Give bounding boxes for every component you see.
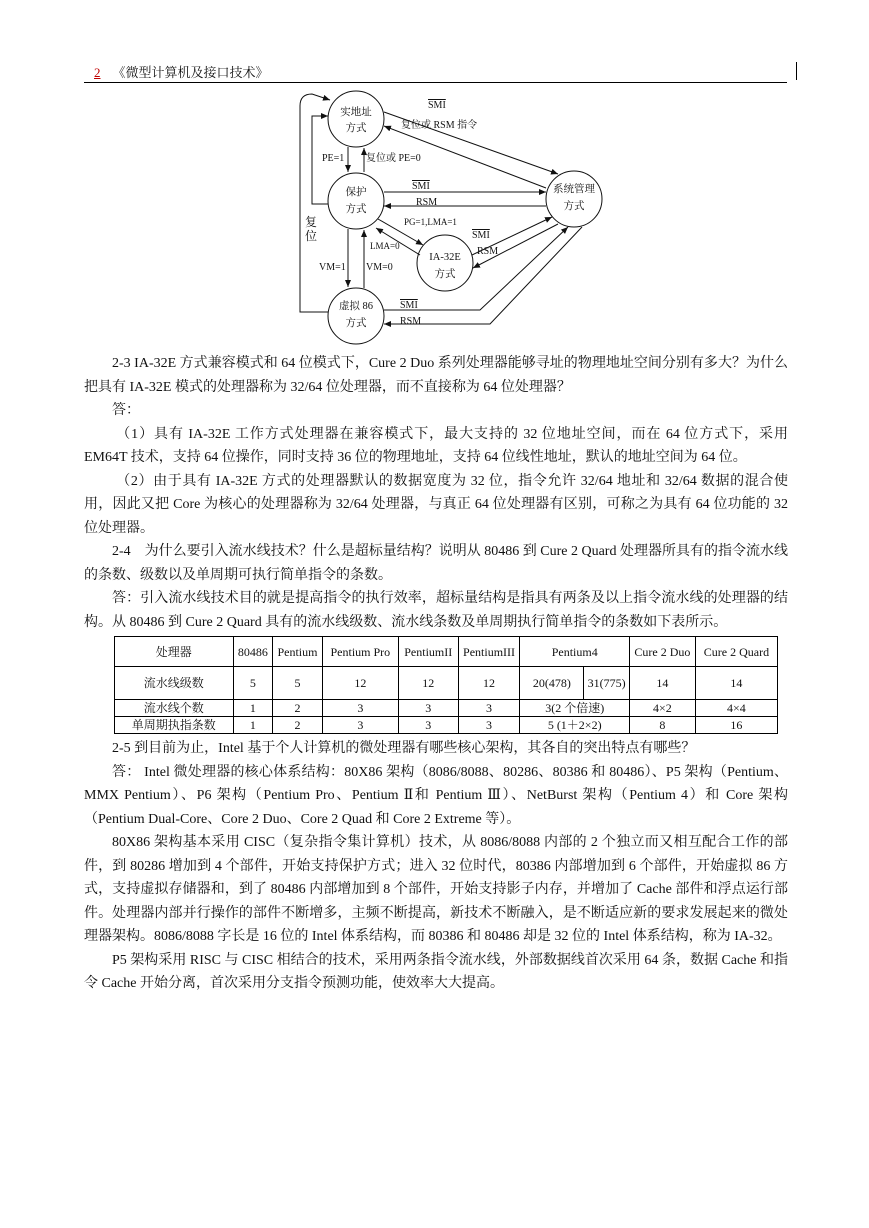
state-real-circle — [328, 91, 384, 147]
label-reset-v2: 位 — [305, 229, 318, 243]
state-real-line1: 实地址 — [340, 107, 372, 118]
label-smi-real: SMI — [428, 100, 446, 111]
table-cell: 5 (1＋2×2) — [520, 717, 629, 734]
state-smm-line2: 方式 — [563, 201, 585, 212]
table-header-cell: Pentium4 — [520, 637, 629, 667]
table-cell: 3 — [322, 700, 398, 717]
state-smm-circle — [546, 171, 602, 227]
state-v86-circle — [328, 288, 384, 344]
table-row-label: 流水线级数 — [115, 667, 234, 700]
table-header-cell: Cure 2 Duo — [629, 637, 695, 667]
table-row — [115, 717, 778, 734]
label-smi-v86: SMI — [400, 300, 418, 311]
answer-2-5: 答： Intel 微处理器的核心体系结构：80X86 架构（8086/8088、80286、80386 和 80486）、P5 架构（Pentium、MMX Pentium）、P6 架构（Pentium Pro、Pentium Ⅱ和 Pentium Ⅲ）、NetBurst 架构（Pentium 4）和 Core 架构（Pentium Dual-Core、Core 2 Duo、Core 2 Quad 和 Core 2 Extreme 等）。 — [84, 764, 788, 827]
table-header-cell: 80486 — [233, 637, 273, 667]
paragraph-p5: P5 架构采用 RISC 与 CISC 相结合的技术，采用两条指令流水线，外部数据线首次采用 64 条，数据 Cache 和指令 Cache 开始分离，首次采用分支指令预测功能，使效率大大提高。 — [84, 952, 788, 991]
label-vm0: VM=0 — [366, 262, 393, 273]
table-header-row — [115, 637, 778, 667]
label-reset-or-pe0: 复位或 PE=0 — [366, 153, 421, 164]
label-rsm-v86: RSM — [400, 316, 422, 327]
answer-2-3-part-2: （2）由于具有 IA-32E 方式的处理器默认的数据宽度为 32 位，指令允许 32/64 地址和 32/64 数据的混合使用，因此又把 Core 为核心的处理器称为 32/64 处理器，与真正 64 位处理器有区别，可称之为具有 64 位功能的 32 位处理器。 — [84, 473, 788, 536]
table-header-cell: Cure 2 Quard — [695, 637, 777, 667]
table-header-cell: PentiumII — [398, 637, 458, 667]
table-cell: 12 — [458, 667, 520, 700]
table-cell: 20(478) — [520, 667, 584, 700]
state-protected-line1: 保护 — [345, 187, 367, 198]
page-header — [84, 62, 787, 80]
label-reset-or-rsm: 复位或 RSM 指令 — [401, 120, 478, 131]
table-cell: 3 — [458, 717, 520, 734]
label-reset-v1: 复 — [305, 215, 318, 229]
table-row-label: 单周期执指条数 — [115, 717, 234, 734]
table-cell: 3 — [398, 700, 458, 717]
state-ia32e-circle — [417, 235, 473, 291]
table-cell: 2 — [273, 717, 323, 734]
label-lma0: LMA=0 — [370, 241, 400, 251]
question-2-3: 2-3 IA-32E 方式兼容模式和 64 位模式下，Cure 2 Duo 系列处理器能够寻址的物理地址空间分别有多大？为什么把具有 IA-32E 模式的处理器称为 32/64 位处理器，而不直接称为 64 位处理器？ — [84, 356, 788, 395]
table-header-cell: Pentium — [273, 637, 323, 667]
table-row — [115, 700, 778, 717]
header-rule — [84, 82, 787, 83]
book-title: 《微型计算机及接口技术》 — [112, 65, 269, 80]
question-2-5: 2-5 到目前为止，Intel 基于个人计算机的微处理器有哪些核心架构，其各自的突出特点有哪些？ — [112, 741, 696, 756]
label-rsm-protected: RSM — [416, 197, 438, 208]
state-v86-line2: 方式 — [345, 318, 367, 329]
state-protected-line2: 方式 — [345, 204, 367, 215]
table-cell: 14 — [695, 667, 777, 700]
pipeline-table — [114, 636, 778, 734]
table-cell: 3 — [322, 717, 398, 734]
header-vertical-bar — [796, 62, 797, 80]
answer-label-2-3: 答： — [112, 403, 140, 418]
label-smi-protected: SMI — [412, 181, 430, 192]
label-pe1: PE=1 — [322, 153, 345, 164]
state-smm-line1: 系统管理 — [553, 184, 595, 195]
label-pg-lma: PG=1,LMA=1 — [404, 217, 457, 227]
table-header-cell: PentiumIII — [458, 637, 520, 667]
table-cell: 1 — [233, 717, 273, 734]
table-cell: 1 — [233, 700, 273, 717]
answer-2-3-part-1: （1）具有 IA-32E 工作方式处理器在兼容模式下，最大支持的 32 位地址空间，而在 64 位方式下，采用 EM64T 技术，支持 64 位操作，同时支持 36 位的物理地址，支持 64 位线性地址，默认的地址空间为 64 位。 — [84, 426, 788, 465]
table-cell: 2 — [273, 700, 323, 717]
table-cell: 8 — [629, 717, 695, 734]
table-cell: 3 — [458, 700, 520, 717]
table-cell: 16 — [695, 717, 777, 734]
answer-2-4: 答：引入流水线技术目的就是提高指令的执行效率，超标量结构是指具有两条及以上指令流水线的处理器的结构。从 80486 到 Cure 2 Quard 具有的流水线级数、流水线条数及单周期执行简单指令的条数如下表所示。 — [84, 591, 788, 630]
label-rsm-ia32e: RSM — [477, 246, 499, 257]
state-ia32e-line2: 方式 — [434, 269, 456, 280]
table-cell: 5 — [233, 667, 273, 700]
table-row — [115, 667, 778, 700]
state-real-line2: 方式 — [345, 123, 367, 134]
label-smi-ia32e: SMI — [472, 230, 490, 241]
table-cell: 12 — [398, 667, 458, 700]
table-cell: 12 — [322, 667, 398, 700]
table-cell: 3 — [398, 717, 458, 734]
state-v86-line1: 虚拟 86 — [338, 301, 374, 312]
table-cell: 4×4 — [695, 700, 777, 717]
table-cell: 14 — [629, 667, 695, 700]
table-cell: 3(2 个倍速) — [520, 700, 629, 717]
page-number: 2 — [94, 65, 101, 80]
paragraph-80x86: 80X86 架构基本采用 CISC（复杂指令集计算机）技术，从 8086/8088 内部的 2 个独立而又相互配合工作的部件，到 80286 增加到 4 个部件，开始支持保护方式；进入 32 位时代，80386 内部增加到 6 个部件，开始虚拟 86 方式，支持虚拟存储器和，到了 80486 内部增加到 8 个部件，开始支持影子内存，并增加了 Cache 部件和浮点运行部件。处理器内部并行操作的部件不断增多，主频不断提高，新技术不断融入，是不断适应新的要求发展起来的微处理器架构。8086/8088 字长是 16 位的 Intel 体系结构，而 80386 和 80486 却是 32 位的 Intel 体系结构，称为 IA-32。 — [84, 835, 788, 944]
table-header-cell: 处理器 — [115, 637, 234, 667]
state-protected-circle — [328, 173, 384, 229]
question-2-4: 2-4 为什么要引入流水线技术？什么是超标量结构？说明从 80486 到 Cure 2 Quard 处理器所具有的指令流水线的条数、级数以及单周期可执行简单指令的条数。 — [84, 544, 788, 583]
body-content — [84, 352, 788, 996]
state-ia32e-line1: IA-32E — [429, 252, 461, 263]
table-header-cell: Pentium Pro — [322, 637, 398, 667]
table-row-label: 流水线个数 — [115, 700, 234, 717]
table-cell: 31(775) — [584, 667, 630, 700]
table-cell: 4×2 — [629, 700, 695, 717]
label-vm1: VM=1 — [319, 262, 346, 273]
mode-transition-diagram — [290, 88, 610, 348]
table-cell: 5 — [273, 667, 323, 700]
